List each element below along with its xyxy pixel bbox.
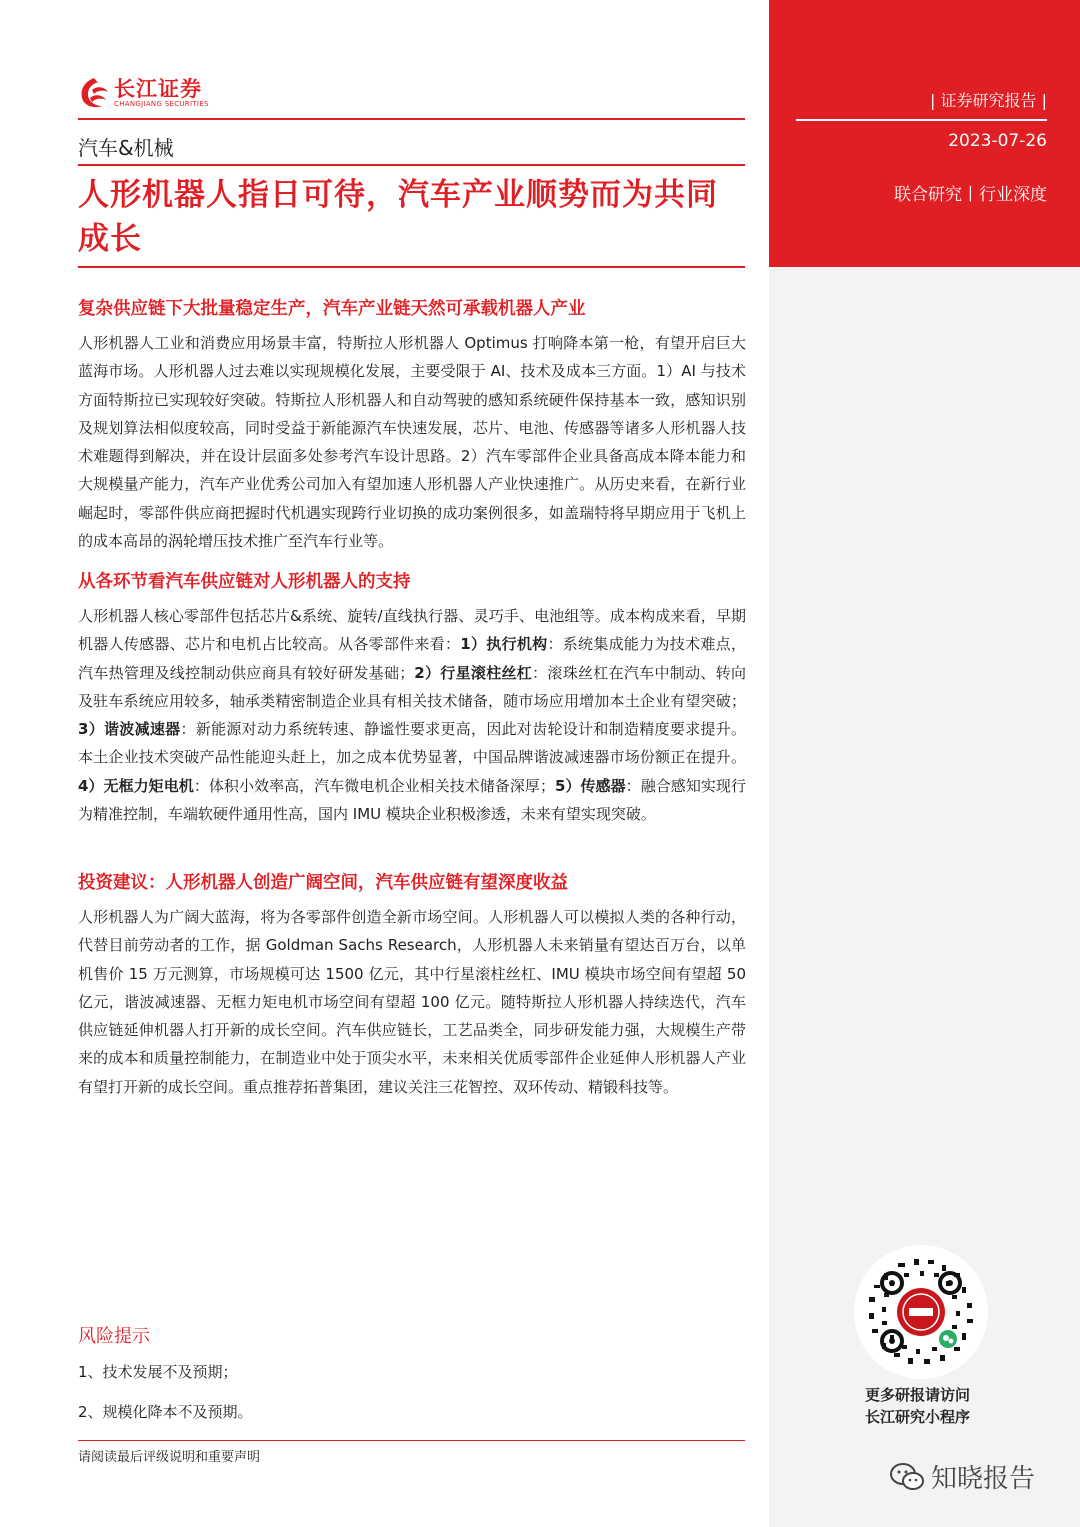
- report-title: 人形机器人指日可待，汽车产业顺势而为共同成长: [78, 177, 718, 257]
- watermark-text: 知晓报告: [931, 1464, 1036, 1494]
- section-body-2: 人形机器人核心零部件包括芯片&系统、旋转/直线执行器、灵巧手、电池组等。成本构成来看，早期机器人传感器、芯片和电机占比较高。从各零部件来看：1）执行机构：系统集成能力为技术难点，汽车热管理及线控制动供应商具有较好研发基础；2）行星滚柱丝杠：滚珠丝杠在汽车中制动、转向及驻车系统应用较多，轴承类精密制造企业具有相关技术储备，随市场应用增加本土企业有望突破；3）谐波减速器：新能源对动力系统转速、静谧性要求更高，因此对齿轮设计和制造精度要求提升。本土企业技术突破产品性能迎头赶上，加之成本优势显著，中国品牌谐波减速器市场份额正在提升。4）无框力矩电机：体积小效率高，汽车微电机企业相关技术储备深厚；5）传感器：融合感知实现行为精准控制，车端软硬件通用性高，国内 IMU 模块企业积极渗透，未来有望实现突破。: [78, 607, 746, 824]
- brand-name-en: CHANGJIANG SECURITIES: [114, 99, 209, 108]
- header-divider: [78, 118, 745, 120]
- mini-program-qr-code[interactable]: [854, 1245, 988, 1379]
- industry-label: 汽车&机械: [78, 136, 174, 160]
- title-divider-top: [78, 164, 745, 166]
- qr-code-icon: [854, 1245, 988, 1379]
- report-type: | 证券研究报告 |: [930, 91, 1047, 110]
- wechat-icon: [889, 1462, 925, 1492]
- section-heading-3: 投资建议：人形机器人创造广阔空间，汽车供应链有望深度收益: [78, 873, 568, 893]
- section-body-3: 人形机器人为广阔大蓝海，将为各零部件创造全新市场空间。人形机器人可以模拟人类的各种行动，代替目前劳动者的工作，据 Goldman Sachs Research，人形机器人未来销量有望达百万台，以单机售价 15 万元测算，市场规模可达 1500 亿元，其中行星滚柱丝杠、IMU 模块市场空间有望超 50 亿元，谐波减速器、无框力矩电机市场空间有望超 100 亿元。随特斯拉人形机器人持续迭代，汽车供应链延伸机器人打开新的成长空间。汽车供应链长，工艺品类全，同步研发能力强，大规模生产带来的成本和质量控制能力，在制造业中处于顶尖水平，未来相关优质零部件企业延伸人形机器人产业有望打开新的成长空间。重点推荐拓普集团，建议关注三花智控、双环传动、精锻科技等。: [78, 908, 746, 1096]
- report-date: 2023-07-26: [948, 131, 1047, 151]
- right-sidebar: [769, 0, 1080, 1527]
- section-heading-2: 从各环节看汽车供应链对人形机器人的支持: [78, 572, 411, 592]
- sidebar-divider: [796, 119, 1047, 121]
- section-body-1: 人形机器人工业和消费应用场景丰富，特斯拉人形机器人 Optimus 打响降本第一枪，有望开启巨大蓝海市场。人形机器人过去难以实现规模化发展，主要受限于 AI、技术及成本三方面。1）AI 与技术方面特斯拉已实现较好突破。特斯拉人形机器人和自动驾驶的感知系统硬件保持基本一致，感知识别及规划算法相似度较高，同时受益于新能源汽车快速发展，芯片、电池、传感器等诸多人形机器人技术难题得到解决，并在设计层面多处参考汽车设计思路。2）汽车零部件企业具备高成本降本能力和大规模量产能力，汽车产业优秀公司加入有望加速人形机器人产业快速推广。从历史来看，在新行业崛起时，零部件供应商把握时代机遇实现跨行业切换的成功案例很多，如盖瑞特将早期应用于飞机上的成本高昂的涡轮增压技术推广至汽车行业等。: [78, 334, 746, 551]
- section-heading-1: 复杂供应链下大批量稳定生产，汽车产业链天然可承载机器人产业: [78, 299, 586, 319]
- footer-divider: [78, 1440, 745, 1441]
- qr-caption: 更多研报请访问 长江研究小程序: [865, 1386, 971, 1426]
- brand-name-cn: 长江证券: [114, 76, 202, 101]
- title-divider-bottom: [78, 266, 745, 268]
- report-category: 联合研究丨行业深度: [894, 185, 1047, 205]
- changjiang-logo-icon: [78, 76, 110, 110]
- sidebar-header: [769, 0, 1080, 267]
- risk-item: 1、技术发展不及预期；: [78, 1363, 238, 1381]
- risk-title: 风险提示: [78, 1326, 150, 1347]
- footer-note: 请阅读最后评级说明和重要声明: [78, 1450, 261, 1465]
- brand-logo: [78, 76, 209, 110]
- risk-item: 2、规模化降本不及预期。: [78, 1403, 253, 1421]
- watermark: [889, 1458, 1035, 1495]
